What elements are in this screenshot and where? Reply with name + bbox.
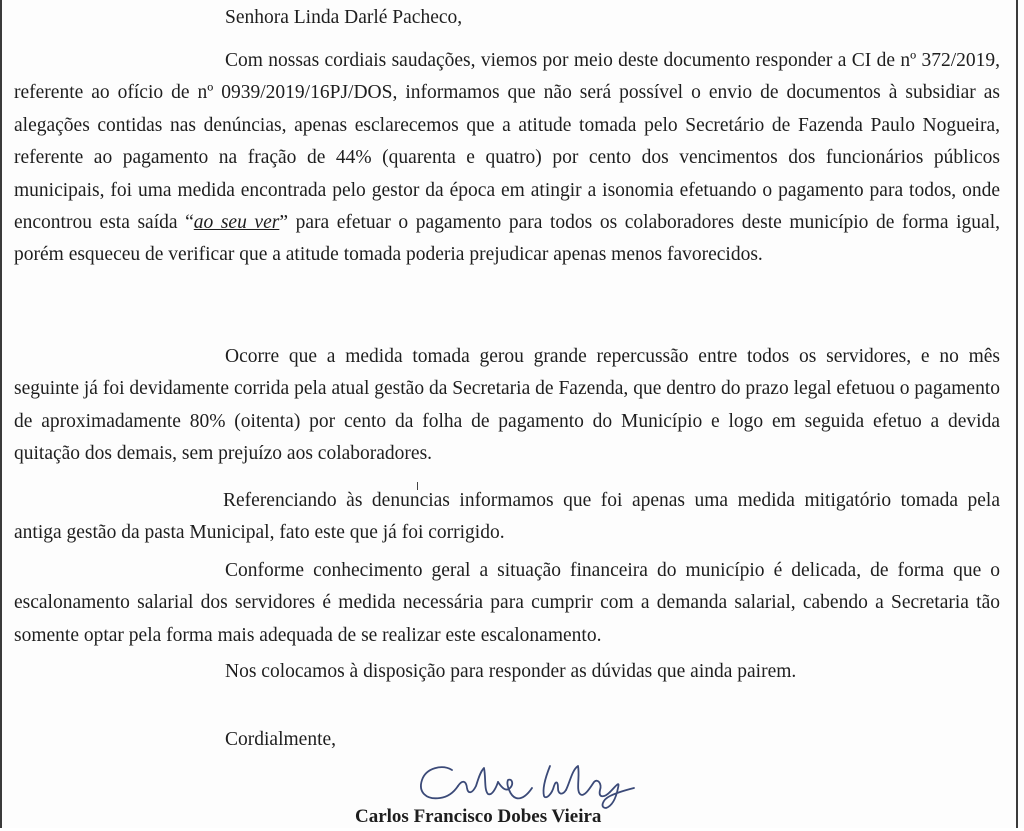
paragraph-5: Nos colocamos à disposição para responder as dúvidas que ainda pairem.: [225, 661, 797, 682]
letter-closing: Cordialmente,: [225, 729, 337, 750]
paragraph-4: Conforme conhecimento geral a situação financeira do município é delicada, de forma que o escalonamento salarial dos servidores é medida necessária para cumprir com a demanda salarial, cabendo a Secretaria tão somente optar pela forma mais adequada de se realizar este escalonamento.: [14, 560, 1000, 646]
paragraph-1-quote: ao seu ver: [193, 212, 280, 234]
page-border-right: [1016, 0, 1018, 828]
page-border-left: [0, 0, 2, 828]
letter-salutation: Senhora Linda Darlé Pacheco,: [225, 7, 463, 28]
paragraph-1-text-b: ” para efetuar o pagamento para todos os colaboradores deste município de forma igual, porém esqueceu de verificar que a atitude tomada poderia prejudicar apenas menos favorecidos.: [14, 212, 1000, 266]
paragraph-3: Referenciando às denuncias informamos que foi apenas uma medida mitigatório tomada pela antiga gestão da pasta Municipal, fato este que já foi corrigido.: [14, 490, 1000, 544]
paragraph-1: [14, 45, 1000, 272]
signer-name: Carlos Francisco Dobes Vieira: [355, 806, 602, 827]
paragraph-2: Ocorre que a medida tomada gerou grande repercussão entre todos os servidores, e no mês seguinte já foi devidamente corrida pela atual gestão da Secretaria de Fazenda, que dentro do prazo legal efetuou o pagamento de aproximadamente 80% (oitenta) por cento da folha de pagamento do Município e logo em seguida efetuo a devida quitação dos demais, sem prejuízo aos colaboradores.: [14, 346, 1000, 465]
paragraph-1-text-a: Com nossas cordiais saudações, viemos por meio deste documento responder a CI de nº 372/2019, referente ao ofício de nº 0939/2019/16PJ/DOS, informamos que não será possível o envio de documentos à subsidiar as alegações contidas nas denúncias, apenas esclarecemos que a atitude tomada pelo Secretário de Fazenda Paulo Nogueira, referente ao pagamento na fração de 44% (quarenta e quatro) por cento dos vencimentos dos funcionários públicos municipais, foi uma medida encontrada pelo gestor da época em atingir a isonomia efetuando o pagamento para todos, onde encontrou esta saída “: [14, 50, 1000, 234]
